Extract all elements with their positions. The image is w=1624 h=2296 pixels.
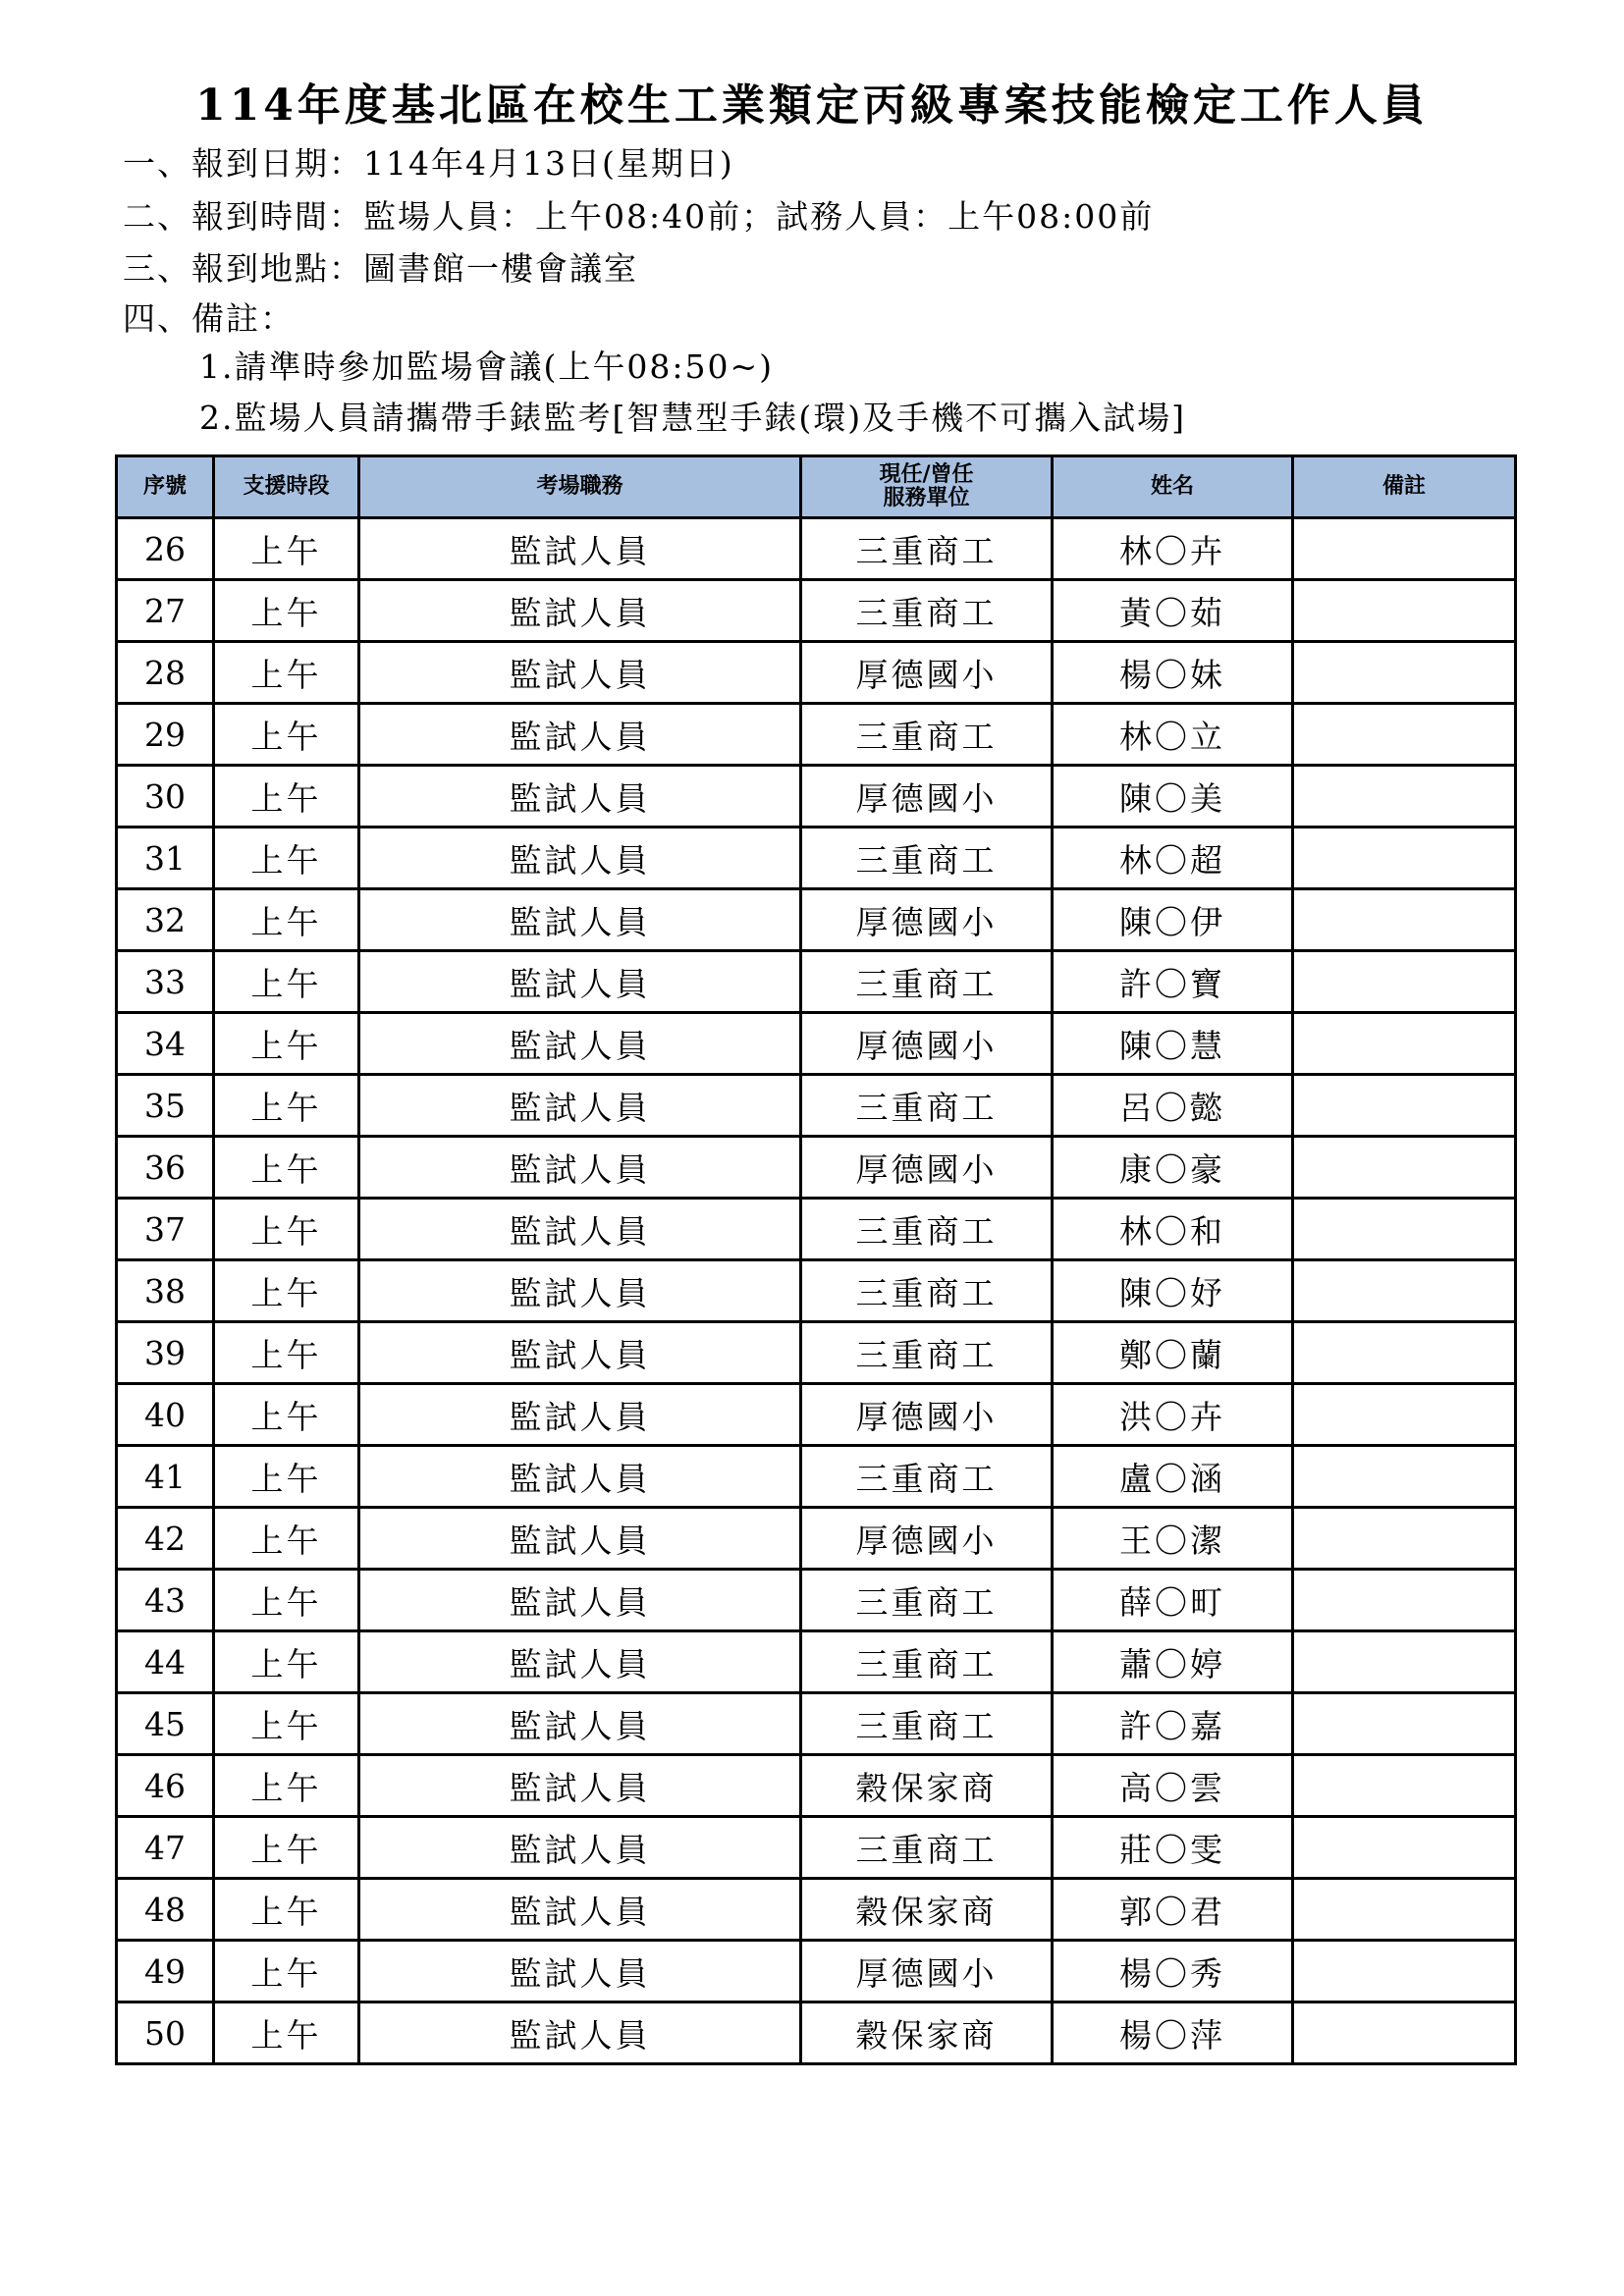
cell-period: 上午 (214, 1013, 359, 1075)
cell-name: 楊〇妹 (1053, 642, 1293, 704)
table-row (117, 1322, 1516, 1384)
cell-remark (1293, 1631, 1516, 1693)
cell-remark (1293, 1322, 1516, 1384)
cell-remark (1293, 580, 1516, 642)
table-row (117, 1384, 1516, 1446)
cell-no: 47 (117, 1817, 214, 1879)
cell-duty: 監試人員 (359, 580, 801, 642)
cell-unit: 厚德國小 (801, 889, 1053, 951)
cell-period: 上午 (214, 951, 359, 1013)
cell-no: 28 (117, 642, 214, 704)
table-row (117, 951, 1516, 1013)
remark-note-1: 1.請準時參加監場會議(上午08:50~) (199, 347, 774, 386)
cell-period: 上午 (214, 1137, 359, 1199)
cell-no: 36 (117, 1137, 214, 1199)
cell-duty: 監試人員 (359, 1075, 801, 1137)
cell-unit: 三重商工 (801, 951, 1053, 1013)
cell-no: 37 (117, 1199, 214, 1260)
cell-no: 45 (117, 1693, 214, 1755)
cell-duty: 監試人員 (359, 1879, 801, 1941)
cell-period: 上午 (214, 1199, 359, 1260)
cell-name: 許〇嘉 (1053, 1693, 1293, 1755)
cell-period: 上午 (214, 1941, 359, 2002)
cell-remark (1293, 1446, 1516, 1508)
cell-name: 林〇和 (1053, 1199, 1293, 1260)
cell-unit: 厚德國小 (801, 1384, 1053, 1446)
cell-remark (1293, 889, 1516, 951)
table-row (117, 1199, 1516, 1260)
cell-unit: 三重商工 (801, 1322, 1053, 1384)
cell-unit: 厚德國小 (801, 1508, 1053, 1570)
column-header-period: 支援時段 (214, 456, 359, 518)
table-row (117, 1631, 1516, 1693)
cell-unit: 三重商工 (801, 1075, 1053, 1137)
cell-unit: 三重商工 (801, 580, 1053, 642)
cell-remark (1293, 1384, 1516, 1446)
cell-name: 蕭〇婷 (1053, 1631, 1293, 1693)
remarks-heading: 四、備註： (123, 299, 295, 338)
table-row (117, 889, 1516, 951)
remark-note-2: 2.監場人員請攜帶手錶監考[智慧型手錶(環)及手機不可攜入試場] (199, 399, 1186, 437)
table-row (117, 828, 1516, 889)
column-header-unit-line2: 服務單位 (883, 486, 970, 510)
cell-unit: 穀保家商 (801, 1879, 1053, 1941)
cell-no: 31 (117, 828, 214, 889)
cell-duty: 監試人員 (359, 1941, 801, 2002)
table-row (117, 1755, 1516, 1817)
cell-remark (1293, 1013, 1516, 1075)
column-header-name: 姓名 (1053, 456, 1293, 518)
cell-unit: 穀保家商 (801, 1755, 1053, 1817)
cell-no: 30 (117, 766, 214, 828)
cell-duty: 監試人員 (359, 642, 801, 704)
cell-remark (1293, 1879, 1516, 1941)
cell-period: 上午 (214, 1260, 359, 1322)
cell-period: 上午 (214, 1755, 359, 1817)
cell-period: 上午 (214, 1879, 359, 1941)
cell-period: 上午 (214, 1322, 359, 1384)
cell-no: 32 (117, 889, 214, 951)
cell-duty: 監試人員 (359, 1817, 801, 1879)
cell-remark (1293, 1075, 1516, 1137)
table-row (117, 1817, 1516, 1879)
cell-no: 33 (117, 951, 214, 1013)
cell-unit: 三重商工 (801, 1570, 1053, 1631)
cell-no: 41 (117, 1446, 214, 1508)
cell-name: 陳〇妤 (1053, 1260, 1293, 1322)
table-row (117, 1260, 1516, 1322)
cell-no: 49 (117, 1941, 214, 2002)
cell-no: 26 (117, 518, 214, 580)
cell-period: 上午 (214, 580, 359, 642)
cell-unit: 厚德國小 (801, 1941, 1053, 2002)
cell-remark (1293, 1941, 1516, 2002)
cell-period: 上午 (214, 889, 359, 951)
cell-unit: 厚德國小 (801, 642, 1053, 704)
cell-unit: 穀保家商 (801, 2002, 1053, 2064)
cell-name: 郭〇君 (1053, 1879, 1293, 1941)
cell-name: 林〇立 (1053, 704, 1293, 766)
cell-name: 陳〇伊 (1053, 889, 1293, 951)
table-row (117, 1570, 1516, 1631)
cell-period: 上午 (214, 1631, 359, 1693)
cell-no: 48 (117, 1879, 214, 1941)
cell-name: 莊〇雯 (1053, 1817, 1293, 1879)
table-row (117, 1508, 1516, 1570)
cell-duty: 監試人員 (359, 889, 801, 951)
cell-period: 上午 (214, 828, 359, 889)
cell-period: 上午 (214, 1817, 359, 1879)
cell-no: 27 (117, 580, 214, 642)
page-title: 114年度基北區在校生工業類定丙級專案技能檢定工作人員 (195, 80, 1429, 131)
table-row (117, 1879, 1516, 1941)
cell-period: 上午 (214, 1508, 359, 1570)
cell-name: 康〇豪 (1053, 1137, 1293, 1199)
table-row (117, 1446, 1516, 1508)
table-row (117, 2002, 1516, 2064)
cell-duty: 監試人員 (359, 1322, 801, 1384)
cell-no: 42 (117, 1508, 214, 1570)
table-row (117, 1075, 1516, 1137)
cell-name: 王〇潔 (1053, 1508, 1293, 1570)
cell-unit: 三重商工 (801, 828, 1053, 889)
table-row (117, 518, 1516, 580)
column-header-no: 序號 (117, 456, 214, 518)
cell-unit: 三重商工 (801, 1199, 1053, 1260)
column-header-duty: 考場職務 (359, 456, 801, 518)
cell-unit: 三重商工 (801, 518, 1053, 580)
cell-remark (1293, 704, 1516, 766)
cell-unit: 三重商工 (801, 1631, 1053, 1693)
cell-remark (1293, 828, 1516, 889)
cell-duty: 監試人員 (359, 1693, 801, 1755)
cell-duty: 監試人員 (359, 1631, 801, 1693)
cell-name: 陳〇美 (1053, 766, 1293, 828)
cell-no: 29 (117, 704, 214, 766)
cell-duty: 監試人員 (359, 518, 801, 580)
cell-remark (1293, 1817, 1516, 1879)
cell-period: 上午 (214, 1446, 359, 1508)
column-header-unit (801, 456, 1053, 518)
table-row (117, 1137, 1516, 1199)
cell-unit: 厚德國小 (801, 766, 1053, 828)
cell-remark (1293, 1260, 1516, 1322)
cell-no: 34 (117, 1013, 214, 1075)
cell-remark (1293, 518, 1516, 580)
table-row (117, 642, 1516, 704)
cell-duty: 監試人員 (359, 1570, 801, 1631)
cell-period: 上午 (214, 1570, 359, 1631)
cell-period: 上午 (214, 1075, 359, 1137)
cell-name: 高〇雲 (1053, 1755, 1293, 1817)
report-location-line: 三、報到地點：圖書館一樓會議室 (123, 249, 638, 288)
cell-name: 許〇寶 (1053, 951, 1293, 1013)
cell-name: 呂〇懿 (1053, 1075, 1293, 1137)
cell-duty: 監試人員 (359, 1199, 801, 1260)
cell-remark (1293, 1570, 1516, 1631)
cell-name: 楊〇萍 (1053, 2002, 1293, 2064)
cell-name: 盧〇涵 (1053, 1446, 1293, 1508)
cell-period: 上午 (214, 704, 359, 766)
cell-name: 黃〇茹 (1053, 580, 1293, 642)
table-row (117, 766, 1516, 828)
cell-remark (1293, 1693, 1516, 1755)
cell-no: 43 (117, 1570, 214, 1631)
cell-remark (1293, 2002, 1516, 2064)
cell-name: 洪〇卉 (1053, 1384, 1293, 1446)
cell-no: 35 (117, 1075, 214, 1137)
cell-remark (1293, 1199, 1516, 1260)
cell-name: 陳〇慧 (1053, 1013, 1293, 1075)
cell-duty: 監試人員 (359, 1013, 801, 1075)
cell-no: 40 (117, 1384, 214, 1446)
cell-duty: 監試人員 (359, 951, 801, 1013)
table-row (117, 1941, 1516, 2002)
cell-remark (1293, 766, 1516, 828)
cell-remark (1293, 951, 1516, 1013)
cell-duty: 監試人員 (359, 1508, 801, 1570)
cell-name: 林〇超 (1053, 828, 1293, 889)
table-row (117, 580, 1516, 642)
cell-duty: 監試人員 (359, 1755, 801, 1817)
cell-unit: 三重商工 (801, 704, 1053, 766)
cell-period: 上午 (214, 518, 359, 580)
cell-duty: 監試人員 (359, 828, 801, 889)
cell-period: 上午 (214, 766, 359, 828)
cell-name: 鄭〇蘭 (1053, 1322, 1293, 1384)
cell-name: 薛〇町 (1053, 1570, 1293, 1631)
staff-roster-table (115, 454, 1517, 2065)
cell-unit: 三重商工 (801, 1446, 1053, 1508)
table-row (117, 704, 1516, 766)
cell-no: 44 (117, 1631, 214, 1693)
cell-period: 上午 (214, 2002, 359, 2064)
cell-duty: 監試人員 (359, 704, 801, 766)
cell-unit: 厚德國小 (801, 1013, 1053, 1075)
cell-remark (1293, 1755, 1516, 1817)
cell-name: 林〇卉 (1053, 518, 1293, 580)
cell-unit: 三重商工 (801, 1260, 1053, 1322)
cell-no: 50 (117, 2002, 214, 2064)
table-body (117, 518, 1516, 2064)
cell-remark (1293, 1508, 1516, 1570)
column-header-unit-line1: 現任/曾任 (879, 462, 974, 487)
cell-duty: 監試人員 (359, 1137, 801, 1199)
table-row (117, 1693, 1516, 1755)
cell-duty: 監試人員 (359, 1446, 801, 1508)
report-date-line: 一、報到日期：114年4月13日(星期日) (123, 144, 734, 183)
cell-remark (1293, 642, 1516, 704)
cell-period: 上午 (214, 1693, 359, 1755)
cell-duty: 監試人員 (359, 1260, 801, 1322)
cell-no: 46 (117, 1755, 214, 1817)
cell-period: 上午 (214, 1384, 359, 1446)
cell-duty: 監試人員 (359, 2002, 801, 2064)
cell-no: 38 (117, 1260, 214, 1322)
cell-duty: 監試人員 (359, 766, 801, 828)
cell-name: 楊〇秀 (1053, 1941, 1293, 2002)
cell-period: 上午 (214, 642, 359, 704)
column-header-remark: 備註 (1293, 456, 1516, 518)
cell-unit: 三重商工 (801, 1817, 1053, 1879)
cell-remark (1293, 1137, 1516, 1199)
cell-duty: 監試人員 (359, 1384, 801, 1446)
table-row (117, 1013, 1516, 1075)
cell-unit: 厚德國小 (801, 1137, 1053, 1199)
report-time-line: 二、報到時間：監場人員：上午08:40前；試務人員：上午08:00前 (123, 197, 1155, 236)
cell-no: 39 (117, 1322, 214, 1384)
table-header-row (117, 456, 1516, 518)
cell-unit: 三重商工 (801, 1693, 1053, 1755)
